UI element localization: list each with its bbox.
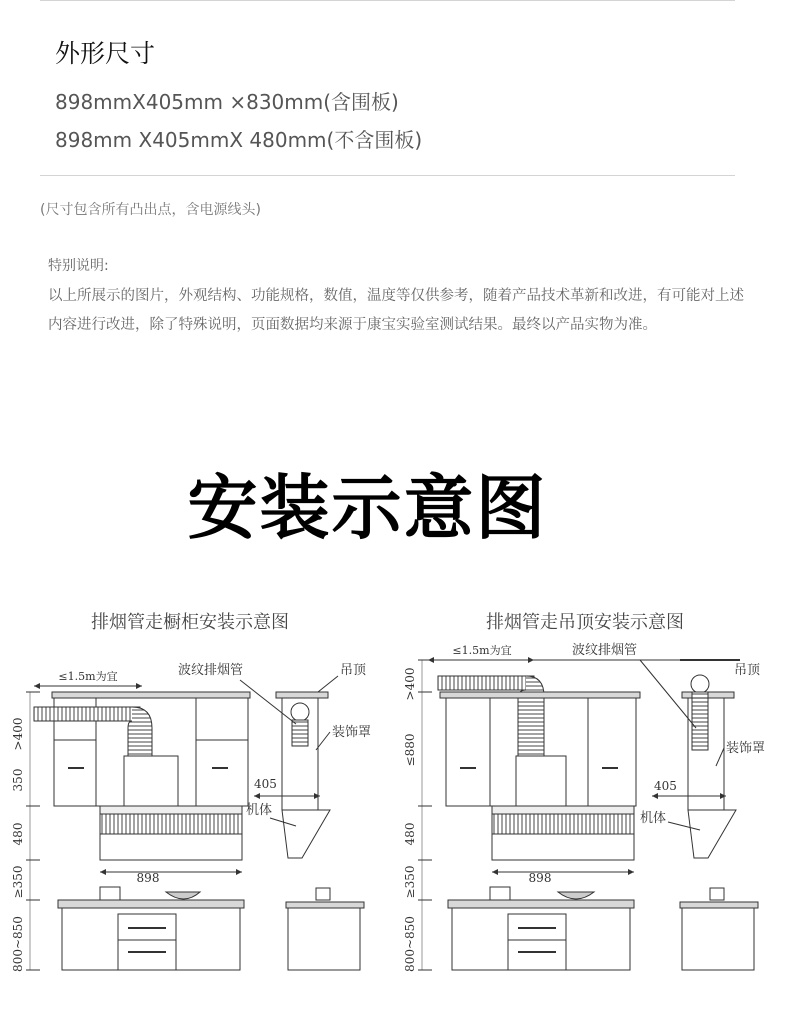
top-divider [40,0,735,1]
left-dim-hood: 480 [11,822,25,846]
right-width: 898 [528,871,552,885]
left-depth: 405 [254,777,277,791]
right-dim-mid: ≤880 [403,733,417,767]
right-diagram [403,612,765,972]
right-body-label: 机体 [640,811,667,826]
right-duct-label: 波纹排烟管 [572,643,638,658]
left-max-offset: ≤1.5m为宜 [58,670,118,683]
right-max-offset: ≤1.5m为宜 [452,644,512,657]
right-dim-hood: 480 [403,822,417,846]
left-trim-label: 装饰罩 [332,725,372,740]
left-body-label: 机体 [246,803,273,818]
right-caption: 排烟管走吊顶安装示意图 [486,612,684,633]
right-trim-label: 装饰罩 [726,741,766,756]
right-ceiling-label: 吊顶 [734,663,761,678]
special-note-title: 特别说明: [48,258,109,274]
right-depth: 405 [654,779,677,793]
install-diagrams [0,600,790,1031]
spec-title: 外形尺寸 [55,39,156,68]
section-divider [40,175,735,176]
right-dim-top: >400 [403,667,417,701]
left-dim-mid: 350 [11,768,25,792]
left-dim-top: >400 [11,717,25,751]
dimension-note: (尺寸包含所有凸出点，含电源线头) [40,202,261,218]
left-width: 898 [136,871,160,885]
special-note-body: 以上所展示的图片，外观结构、功能规格，数值，温度等仅供参考，随着产品技术革新和改进，有可能对上述内容进行改进，除了特殊说明，页面数据均来源于康宝实验室测试结果。最终以产品实物为准。 [48,288,744,333]
left-duct-label: 波纹排烟管 [178,663,244,678]
left-caption: 排烟管走橱柜安装示意图 [91,612,289,633]
dimension-without-panel: 898mm X405mmX 480mm(不含围板) [55,128,423,152]
left-diagram [11,611,371,972]
right-dim-counter: 800~850 [403,916,417,972]
left-dim-gap: ≥350 [11,865,25,899]
right-dim-gap: ≥350 [403,865,417,899]
left-ceiling-label: 吊顶 [340,663,367,678]
install-title: 安装示意图 [187,467,548,549]
left-dim-counter: 800~850 [11,916,25,972]
dimension-with-panel: 898mmX405mm ×830mm(含围板) [55,90,399,114]
